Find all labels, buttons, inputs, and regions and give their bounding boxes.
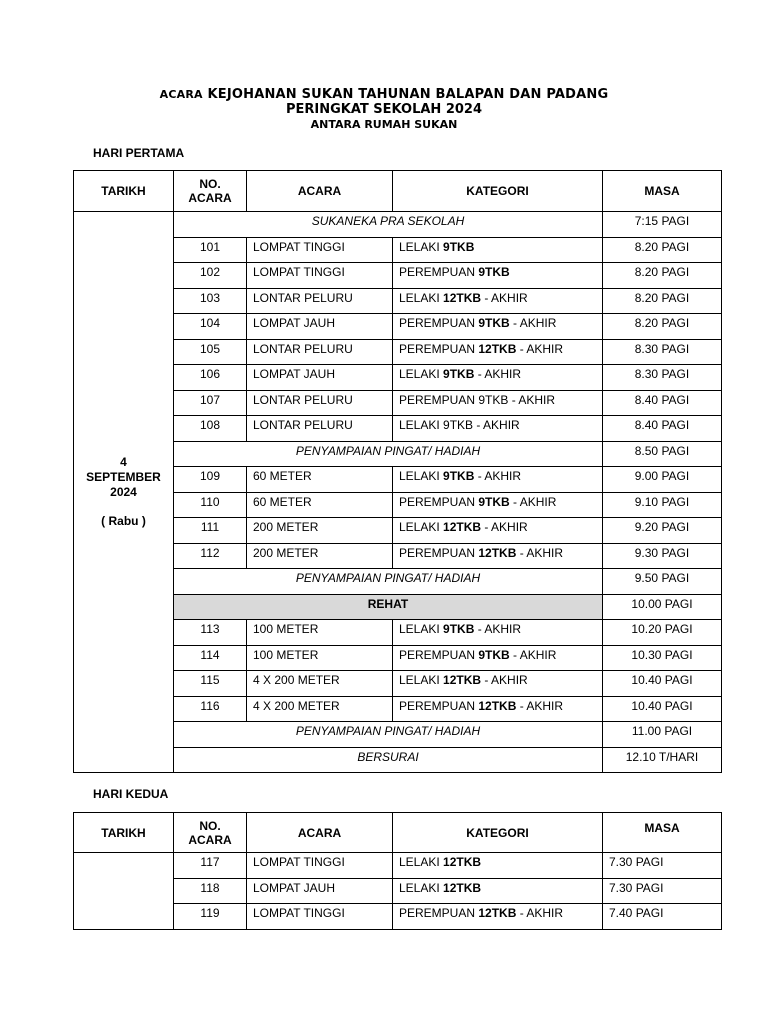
day2-schedule-table [73, 812, 722, 930]
event-number: 108 [174, 416, 247, 442]
event-name: 4 X 200 METER [247, 696, 393, 722]
event-number: 103 [174, 288, 247, 314]
event-name: LOMPAT JAUH [247, 365, 393, 391]
section-label: PENYAMPAIAN PINGAT/ HADIAH [174, 569, 603, 595]
event-category [393, 620, 603, 646]
event-number: 111 [174, 518, 247, 544]
event-name: LOMPAT TINGGI [247, 263, 393, 289]
col-acara: ACARA [247, 813, 393, 853]
event-name: LOMPAT TINGGI [247, 237, 393, 263]
event-category [393, 645, 603, 671]
event-number: 116 [174, 696, 247, 722]
col-masa: MASA [603, 171, 722, 212]
table-row-span [74, 212, 722, 238]
category-text: PEREMPUAN [399, 698, 479, 713]
event-category [393, 390, 603, 416]
event-number: 118 [174, 878, 247, 904]
col-kategori: KATEGORI [393, 171, 603, 212]
category-level: 12TKB [443, 855, 482, 869]
col-no-acara: NO. ACARA [174, 813, 247, 853]
category-text: LELAKI [399, 880, 444, 895]
event-time: 10.40 PAGI [603, 696, 722, 722]
category-text: LELAKI [399, 367, 444, 381]
category-text: PEREMPUAN [399, 265, 479, 279]
category-level: 12TKB [443, 673, 482, 687]
event-name: LOMPAT JAUH [247, 314, 393, 340]
event-time: 7.30 PAGI [603, 878, 722, 904]
day1-label: HARI PERTAMA [93, 146, 185, 160]
event-name: LOMPAT JAUH [247, 878, 393, 904]
event-name: LONTAR PELURU [247, 288, 393, 314]
category-level: 12TKB [478, 341, 517, 356]
category-level: 12TKB [443, 290, 482, 305]
event-number: 119 [174, 904, 247, 930]
date-month: SEPTEMBER [86, 470, 161, 484]
event-category [393, 904, 603, 930]
category-level: 12TKB [478, 545, 517, 560]
category-stage: - AKHIR [509, 647, 557, 662]
event-name: 60 METER [247, 467, 393, 493]
event-name: 4 X 200 METER [247, 671, 393, 697]
event-name: 200 METER [247, 543, 393, 569]
category-level: 9TKB [478, 647, 510, 662]
col-acara: ACARA [247, 171, 393, 212]
category-text: LELAKI [399, 855, 444, 869]
category-text: PEREMPUAN 9TKB - AKHIR [399, 392, 556, 407]
category-text: PEREMPUAN [399, 545, 479, 560]
category-text: PEREMPUAN [399, 906, 479, 920]
section-label: PENYAMPAIAN PINGAT/ HADIAH [174, 722, 603, 748]
event-time: 10.30 PAGI [603, 645, 722, 671]
event-number: 113 [174, 620, 247, 646]
category-stage: - AKHIR [481, 290, 528, 305]
event-name: LONTAR PELURU [247, 390, 393, 416]
category-stage: - AKHIR [474, 367, 522, 381]
event-number: 114 [174, 645, 247, 671]
event-time: 9.00 PAGI [603, 467, 722, 493]
category-text: LELAKI [399, 622, 444, 636]
event-time: 8.40 PAGI [603, 390, 722, 416]
event-time: 9.50 PAGI [603, 569, 722, 595]
event-name: LONTAR PELURU [247, 339, 393, 365]
event-name: LONTAR PELURU [247, 416, 393, 442]
category-stage: - AKHIR [516, 341, 564, 356]
event-time: 8.20 PAGI [603, 237, 722, 263]
event-time: 8.20 PAGI [603, 314, 722, 340]
category-text: LELAKI [399, 520, 444, 534]
event-name: 60 METER [247, 492, 393, 518]
col-kategori: KATEGORI [393, 813, 603, 853]
category-stage: - AKHIR [509, 494, 557, 509]
col-masa: MASA [603, 813, 722, 853]
category-text: LELAKI 9TKB - AKHIR [399, 418, 520, 432]
event-name: LOMPAT TINGGI [247, 853, 393, 879]
category-level: 12TKB [478, 906, 517, 920]
event-name: 100 METER [247, 645, 393, 671]
event-number: 110 [174, 492, 247, 518]
category-stage: - AKHIR [474, 622, 522, 636]
event-time: 10.40 PAGI [603, 671, 722, 697]
event-number: 102 [174, 263, 247, 289]
event-time: 10.20 PAGI [603, 620, 722, 646]
category-text: LELAKI [399, 290, 444, 305]
event-time: 12.10 T/HARI [603, 747, 722, 773]
category-level: 12TKB [443, 520, 482, 534]
event-time: 7.30 PAGI [603, 853, 722, 879]
event-time: 8.50 PAGI [603, 441, 722, 467]
category-level: 12TKB [443, 880, 482, 895]
event-category [393, 878, 603, 904]
event-time: 8.30 PAGI [603, 365, 722, 391]
date-weekday: ( Rabu ) [101, 514, 146, 528]
date-day: 4 [120, 455, 127, 469]
event-category [393, 853, 603, 879]
event-category [393, 492, 603, 518]
event-time: 8.20 PAGI [603, 263, 722, 289]
event-category [393, 416, 603, 442]
event-name: 100 METER [247, 620, 393, 646]
event-category [393, 237, 603, 263]
category-stage: - AKHIR [481, 520, 528, 534]
category-level: 9TKB [443, 622, 475, 636]
event-number: 109 [174, 467, 247, 493]
event-number: 105 [174, 339, 247, 365]
event-time: 8.40 PAGI [603, 416, 722, 442]
category-level: 9TKB [443, 367, 475, 381]
category-text: LELAKI [399, 469, 444, 483]
break-label: REHAT [174, 594, 603, 620]
event-time: 9.20 PAGI [603, 518, 722, 544]
title-main: KEJOHANAN SUKAN TAHUNAN BALAPAN DAN PADANG [207, 87, 609, 102]
event-number: 115 [174, 671, 247, 697]
table-row [74, 853, 722, 879]
event-time: 7:15 PAGI [603, 212, 722, 238]
col-tarikh: TARIKH [74, 813, 174, 853]
event-category [393, 671, 603, 697]
event-number: 107 [174, 390, 247, 416]
event-time: 9.30 PAGI [603, 543, 722, 569]
event-name: 200 METER [247, 518, 393, 544]
table-header-row [74, 171, 722, 212]
event-number: 104 [174, 314, 247, 340]
event-time: 11.00 PAGI [603, 722, 722, 748]
category-stage: - AKHIR [516, 545, 564, 560]
title-prefix: ACARA [159, 88, 203, 101]
event-category [393, 263, 603, 289]
category-level: 12TKB [478, 698, 517, 713]
table-header-row [74, 813, 722, 853]
category-text: PEREMPUAN [399, 341, 479, 356]
category-text: LELAKI [399, 239, 444, 254]
date-year: 2024 [110, 485, 137, 499]
document-title [0, 87, 768, 102]
section-label: SUKANEKA PRA SEKOLAH [174, 212, 603, 238]
event-category [393, 518, 603, 544]
category-level: 9TKB [443, 469, 475, 483]
event-number: 112 [174, 543, 247, 569]
category-stage: - AKHIR [481, 673, 528, 687]
event-category [393, 339, 603, 365]
category-stage: - AKHIR [516, 698, 564, 713]
event-category [393, 288, 603, 314]
category-level: 9TKB [443, 239, 475, 254]
event-number: 106 [174, 365, 247, 391]
category-text: PEREMPUAN [399, 494, 479, 509]
category-stage: - AKHIR [509, 316, 557, 330]
event-category [393, 467, 603, 493]
category-level: 9TKB [478, 494, 510, 509]
event-time: 10.00 PAGI [603, 594, 722, 620]
category-text: PEREMPUAN [399, 647, 479, 662]
event-category [393, 314, 603, 340]
col-no-acara: NO. ACARA [174, 171, 247, 212]
event-time: 8.30 PAGI [603, 339, 722, 365]
section-label: BERSURAI [174, 747, 603, 773]
event-name: LOMPAT TINGGI [247, 904, 393, 930]
event-category [393, 696, 603, 722]
document-subtitle-2: ANTARA RUMAH SUKAN [310, 118, 458, 131]
day1-schedule-table [73, 170, 722, 773]
event-time: 8.20 PAGI [603, 288, 722, 314]
category-level: 9TKB [478, 265, 510, 279]
category-text: LELAKI [399, 673, 444, 687]
category-stage: - AKHIR [474, 469, 522, 483]
event-category [393, 365, 603, 391]
event-number: 101 [174, 237, 247, 263]
category-stage: - AKHIR [516, 906, 564, 920]
section-label: PENYAMPAIAN PINGAT/ HADIAH [174, 441, 603, 467]
date-cell [74, 853, 174, 930]
category-text: PEREMPUAN [399, 316, 479, 330]
event-number: 117 [174, 853, 247, 879]
day2-label: HARI KEDUA [93, 787, 169, 801]
col-tarikh: TARIKH [74, 171, 174, 212]
event-time: 7.40 PAGI [603, 904, 722, 930]
category-level: 9TKB [478, 316, 510, 330]
event-category [393, 543, 603, 569]
date-cell [74, 212, 174, 773]
event-time: 9.10 PAGI [603, 492, 722, 518]
document-subtitle: PERINGKAT SEKOLAH 2024 [285, 102, 483, 117]
